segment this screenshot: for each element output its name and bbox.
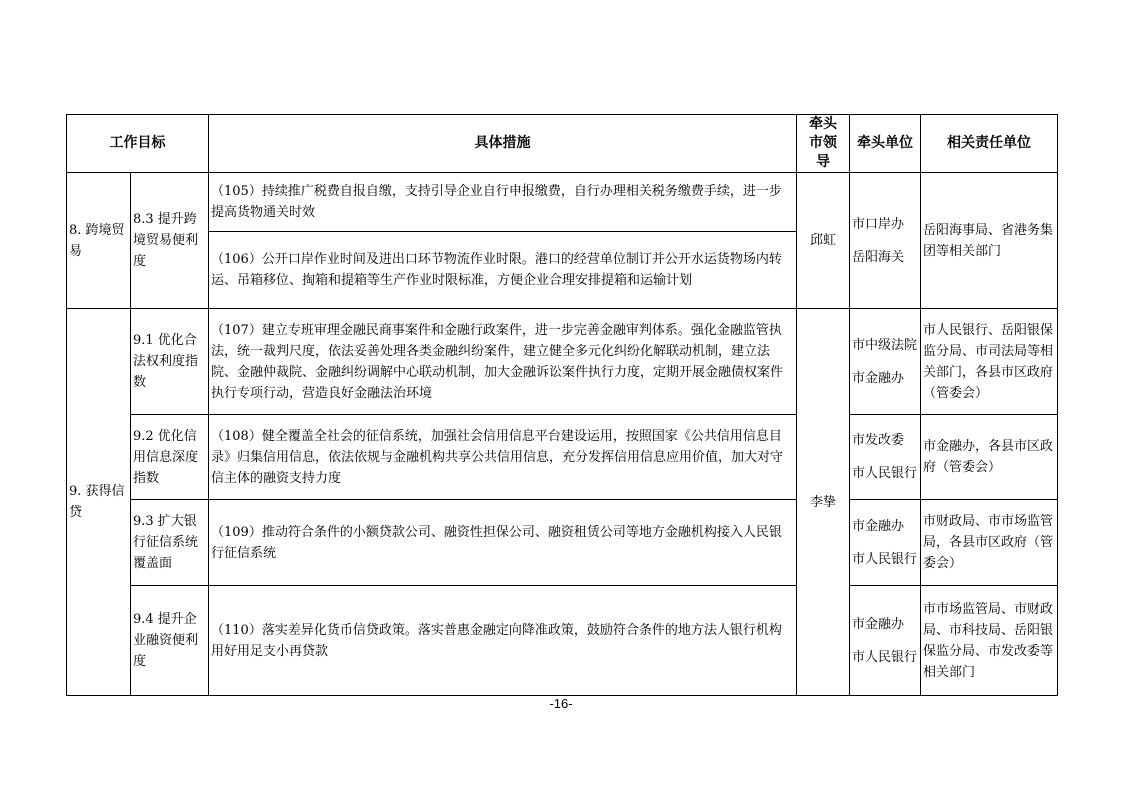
goal-cell: 8. 跨境贸易 [67, 173, 131, 309]
table-row [67, 415, 1058, 500]
table-row [67, 586, 1058, 696]
lead-unit-cell [850, 309, 921, 415]
header-row [67, 115, 1058, 173]
header-leader: 牵头市领导 [797, 115, 850, 173]
related-cell: 市市场监管局、市财政局、市科技局、岳阳银保监分局、市发改委等相关部门 [921, 586, 1058, 696]
lead-unit-cell [850, 586, 921, 696]
lead-unit: 市中级法院 [852, 337, 918, 353]
lead-unit-cell [850, 173, 921, 309]
lead-unit: 市人民银行 [852, 649, 918, 665]
header-related: 相关责任单位 [921, 115, 1058, 173]
lead-unit: 市金融办 [852, 518, 905, 534]
lead-unit-cell [850, 415, 921, 500]
lead-unit: 市人民银行 [852, 466, 918, 481]
related-cell: 市金融办，各县市区政府（管委会） [921, 415, 1058, 500]
subgoal-cell: 9.1 优化合法权利度指数 [131, 309, 209, 415]
page-number: -16- [549, 696, 573, 711]
lead-unit: 市金融办 [852, 370, 905, 386]
table-row [67, 500, 1058, 586]
measure-cell: （109）推动符合条件的小额贷款公司、融资性担保公司、融资租赁公司等地方金融机构接入人民银行征信系统 [209, 500, 797, 586]
measure-cell: （106）公开口岸作业时间及进出口环节物流作业时限。港口的经营单位制订并公开水运货物场内转运、吊箱移位、掏箱和提箱等生产作业时限标准，方便企业合理安排提箱和运输计划 [209, 232, 797, 309]
leader-cell: 李挚 [797, 309, 850, 696]
leader-cell: 邱虹 [797, 173, 850, 309]
related-cell: 市财政局、市市场监管局，各县市区政府（管委会） [921, 500, 1058, 586]
table-row [67, 173, 1058, 232]
related-cell: 岳阳海事局、省港务集团等相关部门 [921, 173, 1058, 309]
goal-cell: 9. 获得信贷 [67, 309, 131, 696]
measure-cell: （105）持续推广税费自报自缴，支持引导企业自行申报缴费，自行办理相关税务缴费手续，进一步提高货物通关时效 [209, 173, 797, 232]
measure-cell: （107）建立专班审理金融民商事案件和金融行政案件，进一步完善金融审判体系。强化金融监管执法，统一裁判尺度，依法妥善处理各类金融纠纷案件，建立健全多元化纠纷化解联动机制，建立法院、金融仲裁院、金融纠纷调解中心联动机制，加大金融诉讼案件执行力度，定期开展金融债权案件执行专项行动，营造良好金融法治环境 [209, 309, 797, 415]
header-measures: 具体措施 [209, 115, 797, 173]
table-row [67, 309, 1058, 415]
header-goal: 工作目标 [67, 115, 209, 173]
measures-table [66, 114, 1058, 696]
subgoal-cell: 9.4 提升企业融资便利度 [131, 586, 209, 696]
subgoal-cell: 8.3 提升跨境贸易便利度 [131, 173, 209, 309]
subgoal-cell: 9.2 优化信用信息深度指数 [131, 415, 209, 500]
lead-unit: 市口岸办 [852, 216, 905, 232]
measure-cell: （110）落实差异化货币信贷政策。落实普惠金融定向降准政策，鼓励符合条件的地方法人银行机构用好用足支小再贷款 [209, 586, 797, 696]
lead-unit: 市金融办 [852, 616, 905, 632]
subgoal-cell: 9.3 扩大银行征信系统覆盖面 [131, 500, 209, 586]
measure-cell: （108）健全覆盖全社会的征信系统，加强社会信用信息平台建设运用，按照国家《公共信用信息目录》归集信用信息，依法依规与金融机构共享公共信用信息，充分发挥信用信息应用价值，加大对守信主体的融资支持力度 [209, 415, 797, 500]
lead-unit: 市发改委 [852, 433, 905, 448]
header-lead-unit: 牵头单位 [850, 115, 921, 173]
lead-unit: 市人民银行 [852, 551, 918, 567]
lead-unit-cell [850, 500, 921, 586]
lead-unit: 岳阳海关 [852, 249, 905, 265]
related-cell: 市人民银行、岳阳银保监分局、市司法局等相关部门，各县市区政府（管委会） [921, 309, 1058, 415]
